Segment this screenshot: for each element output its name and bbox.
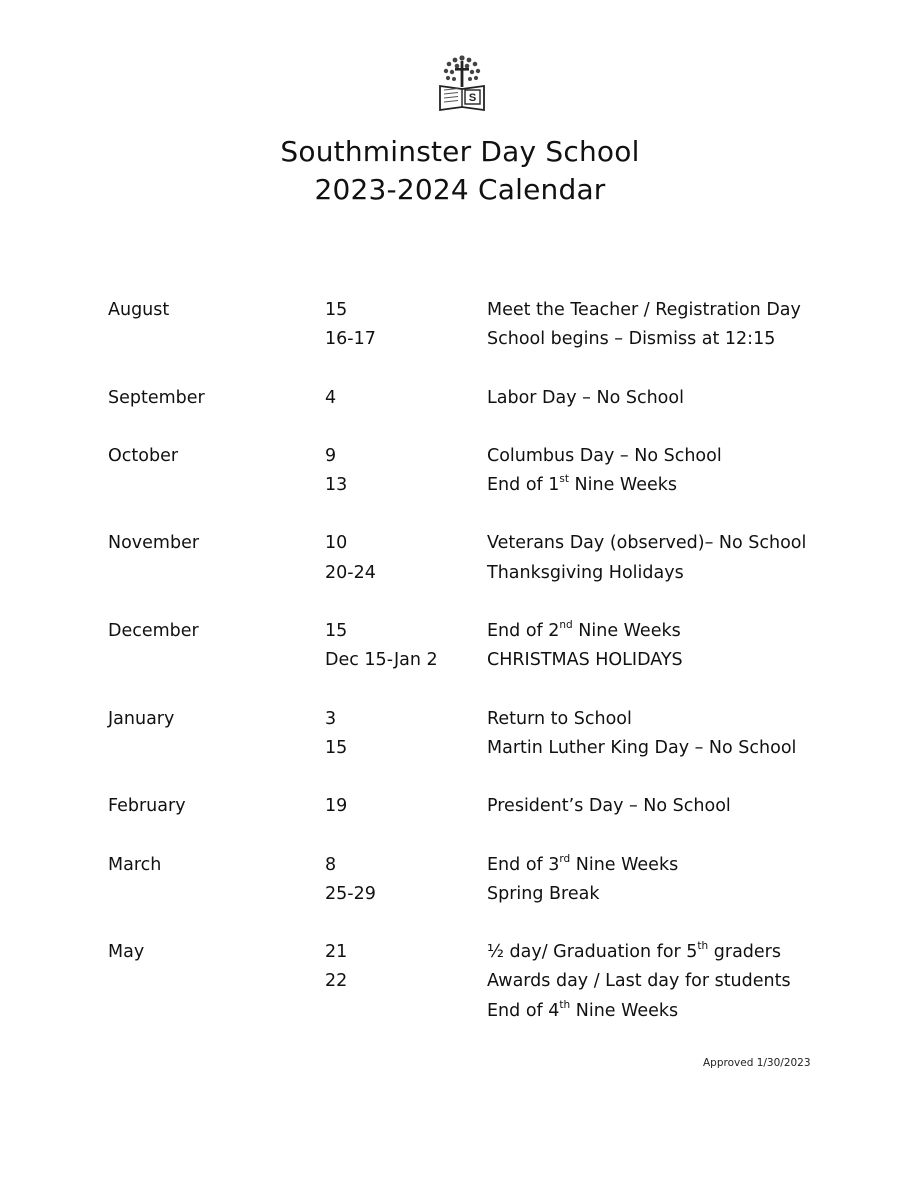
calendar-row — [108, 967, 828, 996]
event-description: School begins – Dismiss at 12:15 — [487, 329, 776, 350]
event-text: Nine Weeks — [568, 475, 677, 496]
event-description: Awards day / Last day for students — [487, 971, 791, 992]
month-label — [108, 325, 325, 354]
calendar-row — [108, 617, 828, 646]
month-label — [108, 646, 325, 675]
month-label — [108, 997, 325, 1026]
event-description: Meet the Teacher / Registration Day — [487, 300, 801, 320]
calendar-row — [108, 705, 828, 734]
calendar-row — [108, 529, 828, 558]
event-text: Nine Weeks — [570, 1000, 679, 1021]
event-text: End of 2 — [487, 621, 560, 642]
month-group-january — [108, 705, 828, 764]
month-group-september — [108, 384, 828, 413]
event-date: 3 — [325, 708, 337, 729]
ordinal-suffix: th — [697, 940, 709, 953]
month-label: August — [108, 300, 170, 320]
calendar-row — [108, 938, 828, 967]
month-label: November — [108, 533, 200, 554]
event-description: CHRISTMAS HOLIDAYS — [487, 650, 683, 671]
school-logo — [437, 52, 487, 114]
school-name: Southminster Day School — [280, 135, 640, 168]
event-date: 8 — [325, 854, 337, 875]
event-date: 22 — [325, 971, 348, 992]
month-label: October — [108, 445, 179, 466]
event-text: End of 1 — [487, 475, 560, 496]
month-group-november — [108, 529, 828, 588]
event-text: End of 3 — [487, 854, 560, 875]
calendar-row — [108, 880, 828, 909]
event-description — [487, 938, 828, 967]
event-text: graders — [708, 942, 781, 963]
event-description — [487, 851, 828, 880]
month-group-march — [108, 851, 828, 910]
calendar-row — [108, 734, 828, 763]
event-description: Veterans Day (observed)– No School — [487, 533, 807, 554]
event-description: Labor Day – No School — [487, 387, 684, 408]
calendar-row — [108, 471, 828, 500]
tree-book-logo-icon — [437, 52, 487, 114]
month-label — [108, 967, 325, 996]
month-group-may — [108, 938, 828, 1026]
calendar-row — [108, 997, 828, 1026]
ordinal-suffix: th — [559, 998, 571, 1011]
event-date: 25-29 — [325, 883, 376, 904]
month-label — [108, 880, 325, 909]
event-description: Spring Break — [487, 883, 600, 904]
event-text: ½ day/ Graduation for 5 — [487, 942, 698, 963]
month-group-february — [108, 792, 828, 821]
event-text: Nine Weeks — [570, 854, 679, 875]
month-label — [108, 734, 325, 763]
calendar-row — [108, 442, 828, 471]
event-date: 21 — [325, 942, 348, 963]
calendar-row — [108, 325, 828, 354]
event-date: 15 — [325, 300, 348, 320]
event-description — [487, 471, 828, 500]
event-description — [487, 617, 828, 646]
month-label — [108, 559, 325, 588]
month-group-august — [108, 296, 828, 355]
calendar-row — [108, 559, 828, 588]
event-date — [325, 997, 487, 1026]
ordinal-suffix: st — [559, 473, 569, 486]
calendar-row — [108, 792, 828, 821]
event-date: 13 — [325, 475, 348, 496]
calendar-row — [108, 384, 828, 413]
month-label: February — [108, 796, 186, 817]
ordinal-suffix: nd — [559, 619, 573, 632]
month-label: May — [108, 942, 145, 963]
event-date: 20-24 — [325, 562, 376, 583]
event-text: Nine Weeks — [572, 621, 681, 642]
month-group-december — [108, 617, 828, 676]
event-date: 19 — [325, 796, 348, 817]
approved-note: Approved 1/30/2023 — [703, 1057, 811, 1069]
event-description: Return to School — [487, 708, 632, 729]
event-description: Columbus Day – No School — [487, 445, 722, 466]
event-description: President’s Day – No School — [487, 796, 731, 817]
event-date: 4 — [325, 387, 337, 408]
logo-letter: S — [468, 92, 477, 104]
event-date: 15 — [325, 737, 348, 758]
ordinal-suffix: rd — [559, 852, 571, 865]
event-date: Dec 15-Jan 2 — [325, 650, 438, 671]
month-group-october — [108, 442, 828, 501]
month-label: December — [108, 621, 199, 642]
event-date: 9 — [325, 445, 337, 466]
event-description: Martin Luther King Day – No School — [487, 737, 797, 758]
document-title — [0, 133, 920, 209]
event-date: 16-17 — [325, 329, 376, 350]
event-description — [487, 997, 828, 1026]
calendar-table — [108, 296, 828, 1055]
month-label: September — [108, 387, 205, 408]
month-label: January — [108, 708, 175, 729]
event-date: 15 — [325, 621, 348, 642]
event-text: End of 4 — [487, 1000, 560, 1021]
calendar-row — [108, 851, 828, 880]
calendar-row — [108, 646, 828, 675]
month-label: March — [108, 854, 162, 875]
calendar-title: 2023-2024 Calendar — [314, 173, 606, 206]
event-date: 10 — [325, 533, 348, 554]
month-label — [108, 471, 325, 500]
calendar-row — [108, 296, 828, 325]
event-description: Thanksgiving Holidays — [487, 562, 684, 583]
